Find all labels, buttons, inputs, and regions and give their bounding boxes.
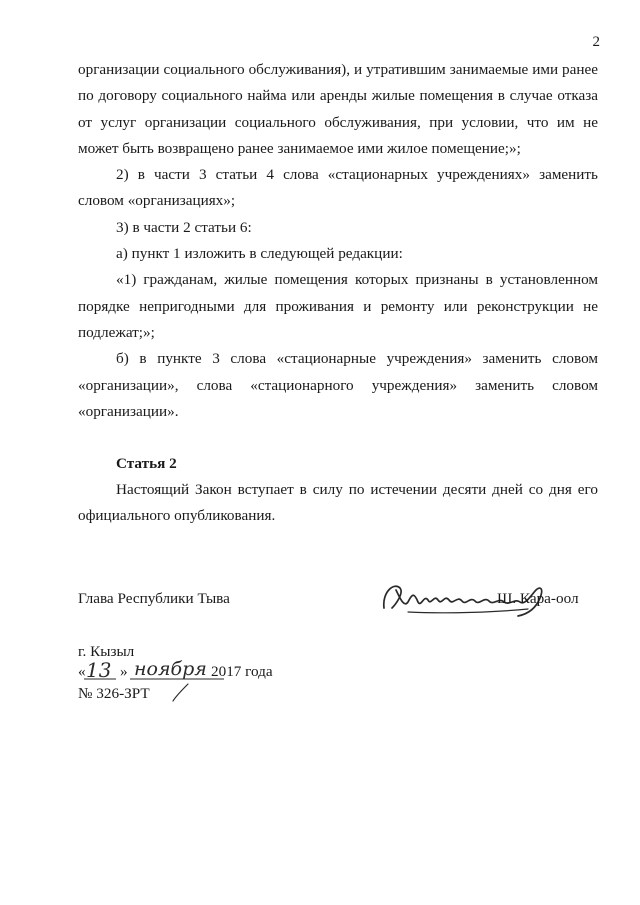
paragraph-subitem-a: а) пункт 1 изложить в следующей редакции: <box>116 245 403 263</box>
ink-stroke <box>170 682 194 704</box>
date-line <box>78 658 338 684</box>
paragraph-subitem-b: б) в пункте 3 слова «стационарные учреждения» заменить словом «организации», слова «стационарного учреждения» заменить словом «организации». <box>78 350 598 420</box>
date-close-quote: » <box>120 663 128 680</box>
handwritten-month-text: ноября <box>134 658 207 680</box>
paragraph-quoted-point-1: «1) гражданам, жилые помещения которых признаны в установленном порядке непригодными для проживания и ремонту или реконструкции не подлежат;»; <box>78 271 598 341</box>
paragraph-item-3: 3) в части 2 статьи 6: <box>116 218 252 236</box>
article-2-text: Настоящий Закон вступает в силу по истечении десяти дней со дня его официального опубликования. <box>78 481 598 525</box>
handwritten-day <box>84 658 118 684</box>
paragraph-continuation: организации социального обслуживания), и утратившим занимаемые ими ранее по договору социального найма или аренды жилые помещения в случае отказа от услуг организации социального обслуживания, при условии, что им не может быть возвращено ранее занимаемое ими жилое помещение;»; <box>78 61 598 157</box>
date-open-quote: « <box>78 663 86 680</box>
signatory-title: Глава Республики Тыва <box>78 590 230 607</box>
paragraph-item-2: 2) в части 3 статьи 4 слова «стационарных учреждениях» заменить словом «организациях»; <box>78 166 598 210</box>
page-number: 2 <box>592 34 600 50</box>
handwritten-day-text: 13 <box>86 658 112 682</box>
signature-block <box>78 588 598 618</box>
date-year: 2017 года <box>211 663 273 680</box>
document-body <box>78 57 598 530</box>
article-2-heading: Статья 2 <box>116 455 177 473</box>
signatory-name: Ш. Кара-оол <box>497 590 579 607</box>
law-number: № 326-ЗРТ <box>78 685 150 702</box>
place-date-block <box>78 642 338 704</box>
city-line: г. Кызыл <box>78 643 135 660</box>
